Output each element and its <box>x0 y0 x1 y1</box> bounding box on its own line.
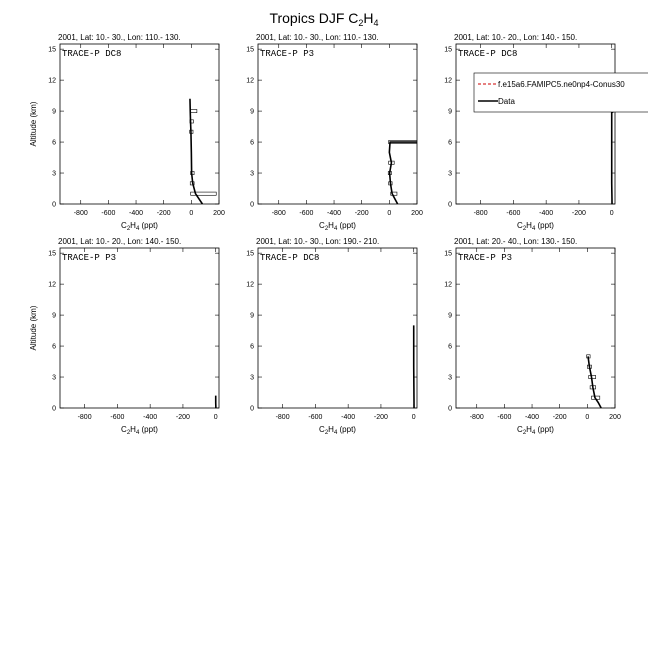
x-tick-label: -800 <box>469 414 484 421</box>
x-label-part: (ppt) <box>535 425 554 434</box>
campaign-label: TRACE-P DC8 <box>458 49 518 59</box>
x-label-sub: 2 <box>522 430 527 436</box>
x-tick-label: 0 <box>585 414 590 421</box>
x-label-sub: 4 <box>333 226 338 232</box>
x-tick-label: -600 <box>497 414 512 421</box>
panel-header: 2001, Lat: 10.- 20., Lon: 140.- 150. <box>454 33 578 42</box>
plot-frame <box>60 248 219 408</box>
x-label-part: C <box>517 221 523 230</box>
panel-header: 2001, Lat: 10.- 30., Lon: 190.- 210. <box>256 237 380 246</box>
x-axis-label <box>121 425 158 436</box>
data-series-line <box>190 99 202 204</box>
panel-5 <box>246 237 417 436</box>
x-tick-label: 0 <box>609 210 614 217</box>
y-tick-label: 15 <box>48 46 56 54</box>
campaign-label: TRACE-P P3 <box>458 253 513 263</box>
x-tick-label: -200 <box>552 414 567 421</box>
campaign-label: TRACE-P DC8 <box>62 49 122 59</box>
y-tick-label: 15 <box>444 250 452 258</box>
title-mid: H <box>363 10 374 26</box>
x-label-sub: 2 <box>126 226 131 232</box>
x-label-part: (ppt) <box>535 221 554 230</box>
x-label-part: C <box>121 221 127 230</box>
x-tick-label: -600 <box>110 414 125 421</box>
x-label-part: H <box>130 221 136 230</box>
y-tick-label: 3 <box>250 170 254 178</box>
error-bar <box>191 109 197 112</box>
x-label-part: (ppt) <box>337 425 356 434</box>
campaign-label: TRACE-P P3 <box>260 49 315 59</box>
panel-header: 2001, Lat: 10.- 30., Lon: 110.- 130. <box>256 33 379 42</box>
y-tick-label: 15 <box>246 250 254 258</box>
data-series-line <box>588 356 601 408</box>
x-label-sub: 4 <box>333 430 338 436</box>
x-label-part: H <box>328 221 334 230</box>
x-label-part: H <box>130 425 136 434</box>
x-label-sub: 2 <box>522 226 527 232</box>
x-label-sub: 4 <box>135 430 140 436</box>
y-tick-label: 9 <box>250 312 254 320</box>
x-label-part: (ppt) <box>139 425 158 434</box>
y-tick-label: 12 <box>246 77 254 85</box>
plot-frame <box>258 248 417 408</box>
x-tick-label: -200 <box>175 414 190 421</box>
y-tick-label: 6 <box>52 139 56 147</box>
x-label-part: C <box>517 425 523 434</box>
y-axis-label: Altitude (km) <box>29 101 38 147</box>
x-tick-label: -400 <box>525 414 540 421</box>
y-tick-label: 0 <box>250 405 254 413</box>
panel-4 <box>29 237 219 436</box>
x-tick-label: -200 <box>373 414 388 421</box>
x-label-sub: 2 <box>324 226 329 232</box>
plot-frame <box>456 44 615 204</box>
x-tick-label: -200 <box>354 210 369 217</box>
x-axis-label <box>517 221 554 232</box>
y-tick-label: 15 <box>444 46 452 54</box>
x-label-sub: 2 <box>126 430 131 436</box>
x-axis-label <box>517 425 554 436</box>
x-tick-label: 0 <box>213 414 218 421</box>
plot-frame <box>60 44 219 204</box>
x-tick-label: -800 <box>473 210 488 217</box>
y-tick-label: 12 <box>444 77 452 85</box>
legend-box <box>474 73 648 112</box>
y-tick-label: 15 <box>48 250 56 258</box>
y-tick-label: 9 <box>52 312 56 320</box>
y-tick-label: 9 <box>448 108 452 116</box>
x-tick-label: 0 <box>411 414 416 421</box>
x-label-sub: 4 <box>531 226 536 232</box>
y-tick-label: 12 <box>246 281 254 289</box>
y-tick-label: 9 <box>448 312 452 320</box>
y-tick-label: 9 <box>250 108 254 116</box>
panel-2 <box>246 33 423 232</box>
panel-header: 2001, Lat: 20.- 40., Lon: 130.- 150. <box>454 237 578 246</box>
y-tick-label: 3 <box>448 374 452 382</box>
y-tick-label: 6 <box>250 343 254 351</box>
x-tick-label: -200 <box>571 210 586 217</box>
y-tick-label: 9 <box>52 108 56 116</box>
x-tick-label: -400 <box>129 210 144 217</box>
x-axis-label <box>319 425 356 436</box>
x-tick-label: -200 <box>156 210 171 217</box>
campaign-label: TRACE-P P3 <box>62 253 117 263</box>
y-tick-label: 0 <box>52 201 56 209</box>
x-axis-label <box>319 221 356 232</box>
x-label-part: C <box>319 221 325 230</box>
x-tick-label: -800 <box>275 414 290 421</box>
y-axis-label: Altitude (km) <box>29 305 38 351</box>
x-tick-label: 200 <box>213 210 225 217</box>
y-tick-label: 0 <box>250 201 254 209</box>
title-sub2: 4 <box>373 18 379 28</box>
x-label-part: C <box>121 425 127 434</box>
x-tick-label: -400 <box>539 210 554 217</box>
panel-3 <box>444 33 615 232</box>
x-label-part: H <box>526 221 532 230</box>
x-tick-label: -400 <box>143 414 158 421</box>
x-tick-label: 0 <box>189 210 194 217</box>
y-tick-label: 3 <box>448 170 452 178</box>
plot-area <box>190 99 217 204</box>
panel-header: 2001, Lat: 10.- 20., Lon: 140.- 150. <box>58 237 182 246</box>
x-tick-label: -600 <box>308 414 323 421</box>
x-tick-label: -600 <box>101 210 116 217</box>
plot-frame <box>258 44 417 204</box>
y-tick-label: 6 <box>448 343 452 351</box>
x-tick-label: -400 <box>341 414 356 421</box>
x-tick-label: -400 <box>327 210 342 217</box>
y-tick-label: 0 <box>448 201 452 209</box>
x-label-part: (ppt) <box>139 221 158 230</box>
y-tick-label: 12 <box>444 281 452 289</box>
title-sub1: 2 <box>358 18 364 28</box>
plot-frame <box>456 248 615 408</box>
panel-1 <box>29 33 225 232</box>
x-tick-label: 200 <box>411 210 423 217</box>
legend-data-label: Data <box>498 97 515 106</box>
title-main: Tropics DJF C <box>269 10 359 26</box>
legend <box>474 73 648 112</box>
y-tick-label: 6 <box>52 343 56 351</box>
plot-area <box>388 140 418 204</box>
x-tick-label: -600 <box>506 210 521 217</box>
plot-area <box>611 101 613 204</box>
y-tick-label: 3 <box>52 170 56 178</box>
x-label-part: C <box>319 425 325 434</box>
y-tick-label: 15 <box>246 46 254 54</box>
x-label-part: (ppt) <box>337 221 356 230</box>
plot-area <box>587 355 602 408</box>
y-tick-label: 6 <box>250 139 254 147</box>
x-tick-label: 0 <box>387 210 392 217</box>
x-label-sub: 4 <box>135 226 140 232</box>
x-label-sub: 2 <box>324 430 329 436</box>
y-tick-label: 0 <box>52 405 56 413</box>
x-tick-label: 200 <box>609 414 621 421</box>
panel-header: 2001, Lat: 10.- 30., Lon: 110.- 130. <box>58 33 181 42</box>
y-tick-label: 3 <box>52 374 56 382</box>
campaign-label: TRACE-P DC8 <box>260 253 320 263</box>
x-axis-label <box>121 221 158 232</box>
data-series-line <box>389 142 417 204</box>
y-tick-label: 0 <box>448 405 452 413</box>
x-label-sub: 4 <box>531 430 536 436</box>
panel-6 <box>444 237 621 436</box>
y-tick-label: 12 <box>48 77 56 85</box>
x-label-part: H <box>526 425 532 434</box>
y-tick-label: 3 <box>250 374 254 382</box>
y-tick-label: 6 <box>448 139 452 147</box>
x-tick-label: -600 <box>299 210 314 217</box>
figure-title <box>269 10 378 28</box>
x-tick-label: -800 <box>271 210 286 217</box>
x-label-part: H <box>328 425 334 434</box>
y-tick-label: 12 <box>48 281 56 289</box>
legend-model-label: f.e15a6.FAMIPC5.ne0np4-Conus30 <box>498 80 625 89</box>
x-tick-label: -800 <box>73 210 88 217</box>
x-tick-label: -800 <box>77 414 92 421</box>
